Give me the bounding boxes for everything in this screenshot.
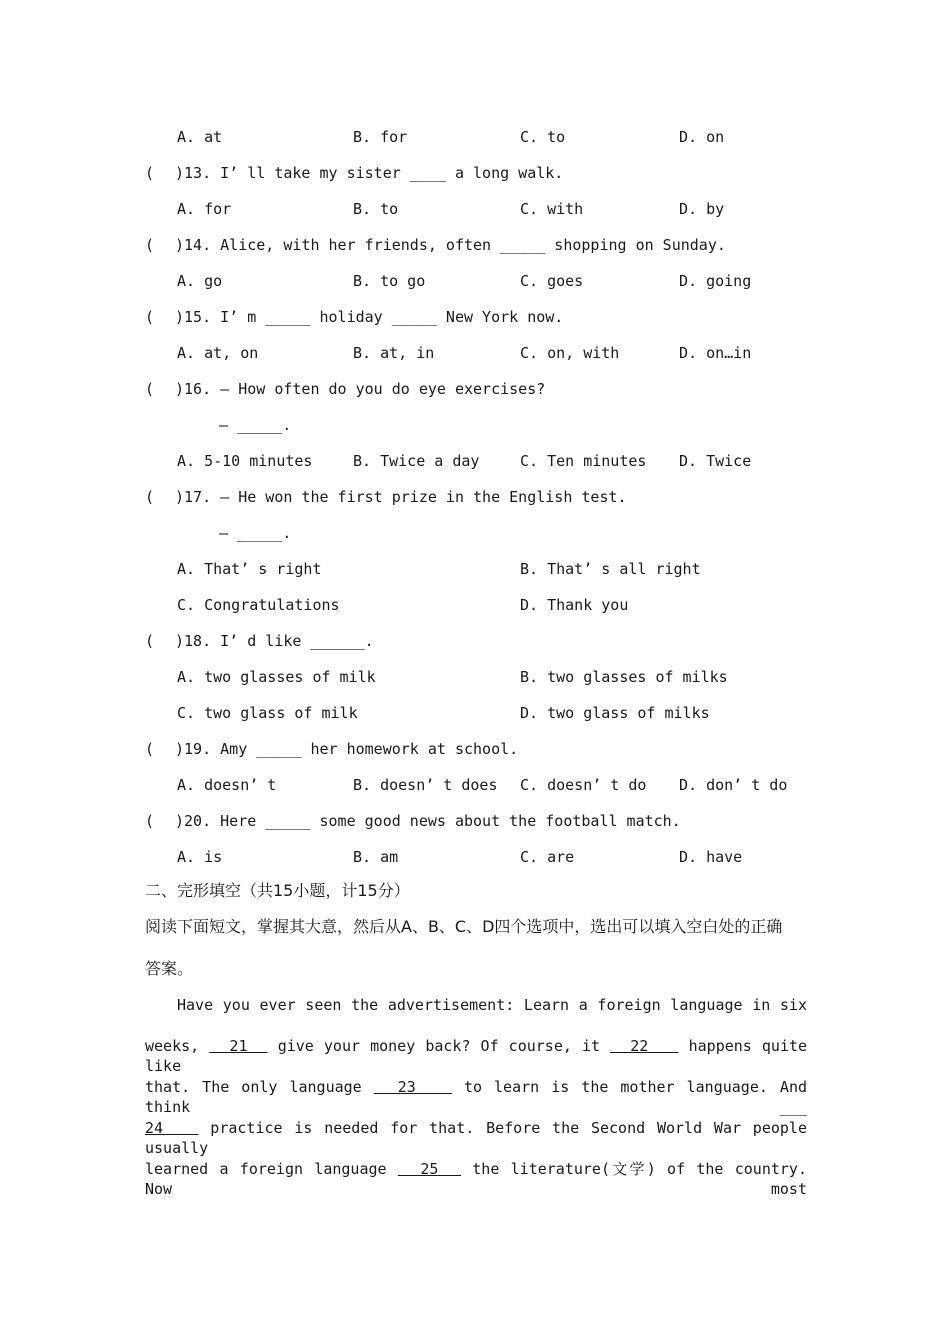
q14-question: )14. Alice, with her friends, often _____ shopping on Sunday. [175,236,726,254]
section2-instruction: 阅读下面短文，掌握其大意，然后从A、B、C、D四个选项中，选出可以填入空白处的正确 [145,917,783,936]
q13-option-b: B. to [353,200,399,218]
q18-option-b: B. two glasses of milks [520,668,728,686]
q16-option-b: B. Twice a day [353,452,480,470]
q17-question: )17. — He won the first prize in the English test. [175,488,627,506]
passage-text: give your money back? Of course, it [277,1037,601,1055]
q20-option-a: A. is [177,848,223,866]
q14-option-b: B. to go [353,272,426,290]
q20-option-c: C. are [520,848,575,866]
q20-paren: ( [145,812,155,830]
q20-option-b: B. am [353,848,399,866]
q13-paren: ( [145,164,155,182]
q19-option-c: C. doesn’ t do [520,776,647,794]
q15-question: )15. I’ m _____ holiday _____ New York now. [175,308,564,326]
passage-text: happens quite like [145,1037,808,1075]
blank-21[interactable]: 21 [209,1037,268,1055]
q16-option-a: A. 5-10 minutes [177,452,313,470]
blank-24-start[interactable]: ___ [779,1098,807,1116]
q20-question: )20. Here _____ some good news about the football match. [175,812,681,830]
blank-25[interactable]: 25 [397,1160,461,1178]
q18-option-a: A. two glasses of milk [177,668,376,686]
passage-line-1 [145,995,807,1015]
q17-option-b: B. That’ s all right [520,560,701,578]
q19-question: )19. Amy _____ her homework at school. [175,740,519,758]
q15-option-c: C. on, with [520,344,620,362]
passage-line-5 [145,1159,807,1199]
q14-option-d: D. going [679,272,752,290]
passage-text: learned a foreign language [145,1160,387,1178]
q16-option-c: C. Ten minutes [520,452,647,470]
q15-option-b: B. at, in [353,344,435,362]
section2-instruction-cont: 答案。 [145,959,194,978]
passage-text: Have you ever seen the advertisement: Learn a foreign language in six [177,996,807,1014]
passage-line-3 [145,1077,807,1117]
passage-line-4 [145,1118,807,1158]
q12-option-a: A. at [177,128,223,146]
q16-option-d: D. Twice [679,452,752,470]
q18-question: )18. I’ d like ______. [175,632,374,650]
q19-option-d: D. don’ t do [679,776,788,794]
passage-text: the literature(文学) of the country. Now most [145,1160,807,1198]
passage-text: that. The only language [145,1078,362,1096]
q20-option-d: D. have [679,848,743,866]
q14-paren: ( [145,236,155,254]
section2-heading: 二、完形填空（共15小题，计15分） [145,881,410,900]
q17-reply: — _____. [219,524,292,542]
q13-option-a: A. for [177,200,232,218]
passage-text: to learn is the mother language. And think [145,1078,808,1116]
q13-option-d: D. by [679,200,725,218]
q16-question: )16. — How often do you do eye exercises? [175,380,546,398]
q16-paren: ( [145,380,155,398]
q15-paren: ( [145,308,155,326]
q13-question: )13. I’ ll take my sister ____ a long walk. [175,164,564,182]
q19-option-b: B. doesn’ t does [353,776,498,794]
q12-option-d: D. on [679,128,725,146]
q12-option-c: C. to [520,128,566,146]
q16-reply: — _____. [219,416,292,434]
blank-22[interactable]: 22 [610,1037,679,1055]
q15-option-a: A. at, on [177,344,259,362]
q19-paren: ( [145,740,155,758]
q17-option-a: A. That’ s right [177,560,322,578]
q13-option-c: C. with [520,200,584,218]
q12-option-b: B. for [353,128,408,146]
q18-option-c: C. two glass of milk [177,704,358,722]
q14-option-c: C. goes [520,272,584,290]
blank-23[interactable]: 23 [373,1078,452,1096]
q18-option-d: D. two glass of milks [520,704,710,722]
q15-option-d: D. on…in [679,344,752,362]
passage-text: weeks, [145,1037,200,1055]
passage-line-2 [145,1036,807,1076]
q17-option-c: C. Congratulations [177,596,340,614]
q17-option-d: D. Thank you [520,596,629,614]
q17-paren: ( [145,488,155,506]
q18-paren: ( [145,632,155,650]
q19-option-a: A. doesn’ t [177,776,277,794]
blank-24[interactable]: 24 [145,1119,199,1137]
passage-text: practice is needed for that. Before the Second World War people usually [145,1119,807,1157]
q14-option-a: A. go [177,272,223,290]
